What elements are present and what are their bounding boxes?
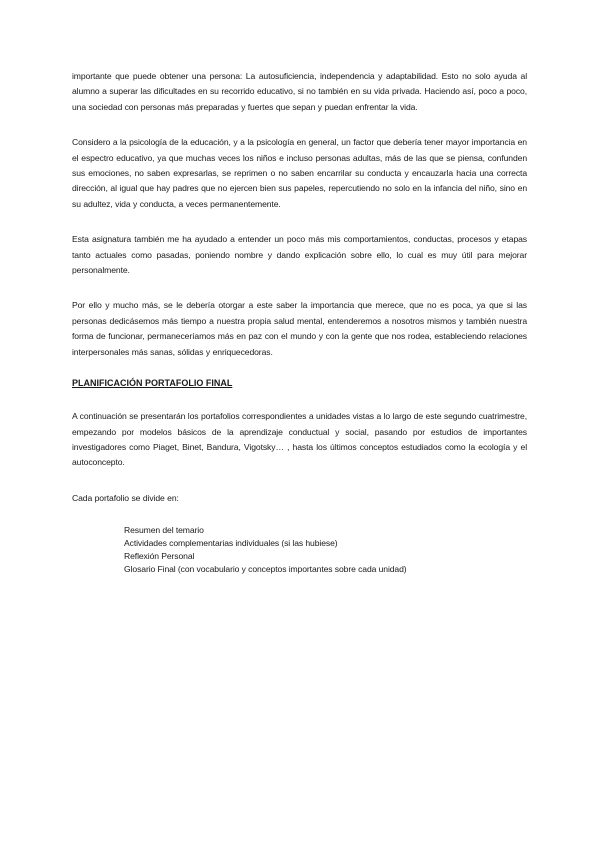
section-heading-planificacion: PLANIFICACIÓN PORTAFOLIO FINAL bbox=[72, 378, 233, 389]
paragraph-intro-continuation: importante que puede obtener una persona: La autosuficiencia, independencia y adaptabilidad. Esto no solo ayuda al alumno a superar las dificultades en su recorrido educativo, si no también en su vida privada. Haciendo así, poco a poco, una sociedad con personas más preparadas y fuertes que sepan y puedan enfrentar la vida. bbox=[72, 71, 527, 112]
paragraph-subject-helped: Esta asignatura también me ha ayudado a entender un poco más mis comportamientos, conductas, procesos y etapas tanto actuales como pasadas, poniendo nombre y dando explicación sobre ello, lo cual es muy útil para mejorar personalmente. bbox=[72, 234, 527, 276]
list-item: Glosario Final (con vocabulario y conceptos importantes sobre cada unidad) bbox=[124, 564, 407, 575]
portfolio-sections-list bbox=[124, 524, 527, 576]
paragraph-portfolio-intro: A continuación se presentarán los portafolios correspondientes a unidades vistas a lo largo de este segundo cuatrimestre, empezando por modelos básicos de la aprendizaje conductual y social, pasando por estudios de importantes investigadores como Piaget, Binet, Bandura, Vigotsky… , hasta los últimos conceptos estudiados como la ecología y el autoconcepto. bbox=[72, 411, 527, 468]
list-item: Resumen del temario bbox=[124, 525, 204, 536]
list-item: Reflexión Personal bbox=[124, 551, 195, 562]
paragraph-importance: Por ello y mucho más, se le debería otorgar a este saber la importancia que merece, que no es poca, ya que si las personas dedicásemos más tiempo a nuestra propia salud mental, entenderemos a nosotros mismos y también nuestra forma de funcionar, permaneceríamos más en paz con el mundo y con la gente que nos rodea, estableciendo relaciones interpersonales más sanas, sólidas y enriquecedoras. bbox=[72, 300, 527, 357]
document-page bbox=[72, 69, 527, 576]
paragraph-educational-psychology: Considero a la psicología de la educación, y a la psicología en general, un factor que debería tener mayor importancia en el espectro educativo, ya que muchas veces los niños e incluso personas adultas, más de las que se piensa, confunden sus emociones, no saben expresarlas, se reprimen o no saben encarrilar su conducta y encauzarla hacia una correcta dirección, al igual que hay padres que no ejercen bien sus papeles, repercutiendo no solo en la infancia del niño, sino en su adultez, vida y conducta, a veces permanentemente. bbox=[72, 137, 527, 209]
paragraph-portfolio-divide: Cada portafolio se divide en: bbox=[72, 492, 179, 503]
list-item: Actividades complementarias individuales (si las hubiese) bbox=[124, 538, 338, 549]
